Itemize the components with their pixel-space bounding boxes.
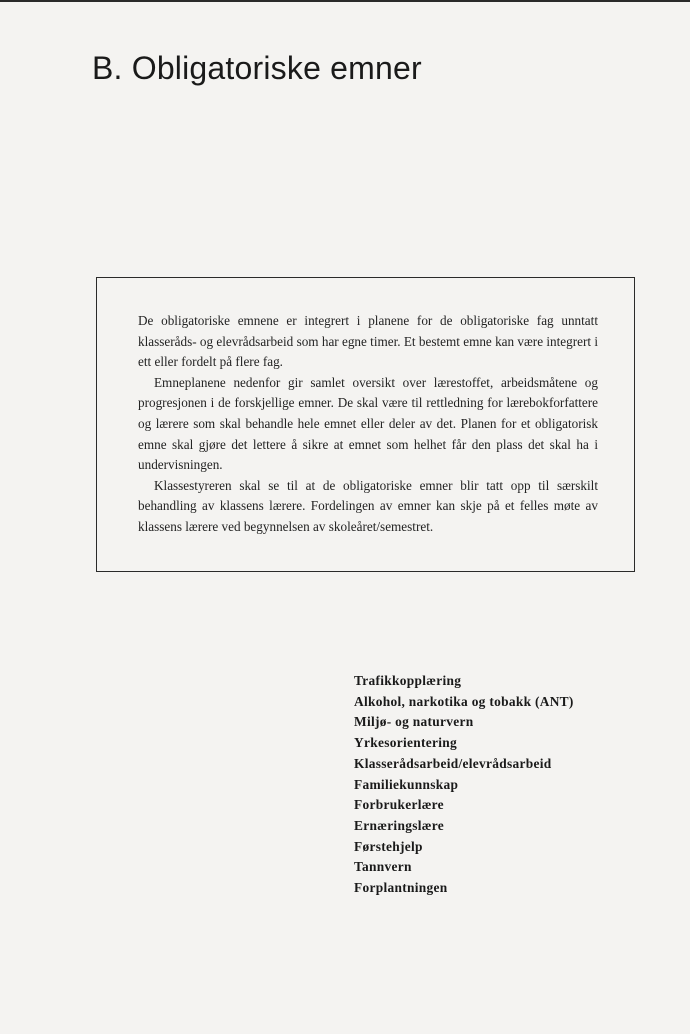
topic-item: Alkohol, narkotika og tobakk (ANT) (354, 693, 574, 709)
topic-item: Familiekunnskap (354, 776, 459, 792)
topic-item: Tannvern (354, 859, 412, 875)
topic-item: Forbrukerlære (354, 797, 444, 813)
page-title: B. Obligatoriske emner (92, 50, 422, 86)
topic-list (354, 671, 574, 899)
intro-paragraph: De obligatoriske emnene er integrert i planene for de obligatoriske fag unntatt klasseråds- og elevrådsarbeid som har egne timer. Et bestemt emne kan være integrert i ett eller fordelt på flere fag. (138, 313, 598, 370)
topic-item: Ernæringslære (354, 817, 444, 833)
topic-item: Trafikkopplæring (354, 673, 462, 688)
topic-item: Førstehjelp (354, 838, 423, 854)
topic-item: Miljø- og naturvern (354, 714, 474, 730)
topic-item: Forplantningen (354, 880, 448, 896)
intro-paragraph: Emneplanene nedenfor gir samlet oversikt over lærestoffet, arbeidsmåtene og progresjonen i de forskjellige emner. De skal være til rettledning for lærebokforfattere og lærere som skal behandle hele emnet eller deler av det. Planen for et obligatorisk emne skal gjøre det lettere å sikre at emnet som helhet får den plass det skal ha i undervisningen. (138, 374, 598, 473)
topic-item: Yrkesorientering (354, 735, 457, 751)
top-edge-rule (0, 0, 690, 2)
intro-paragraph: Klassestyreren skal se til at de obligatoriske emner blir tatt opp til særskilt behandling av klassens lærere. Fordelingen av emner kan skje på et felles møte av klassens lærere ved begynnelsen av skoleåret/semestret. (138, 477, 598, 534)
intro-box (96, 277, 635, 572)
topic-item: Klasserådsarbeid/elevrådsarbeid (354, 755, 552, 771)
intro-text (138, 311, 598, 538)
